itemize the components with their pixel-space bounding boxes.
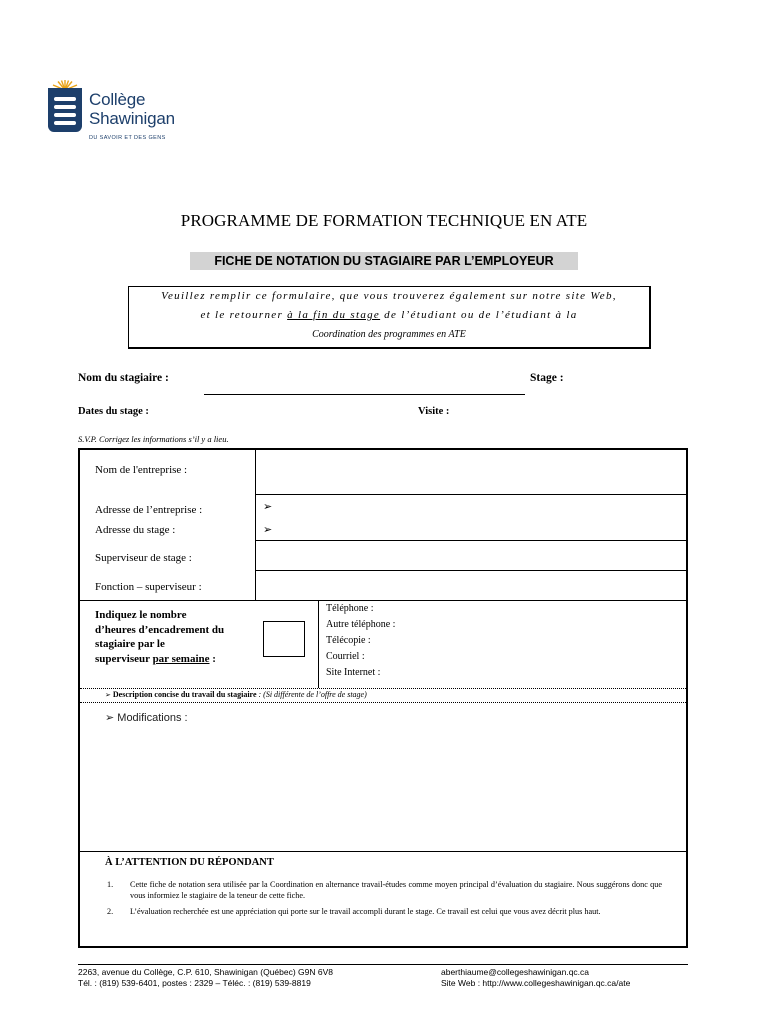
arrow-right-icon: ➢: [105, 691, 111, 699]
footer-contact: [441, 967, 630, 989]
attention-item: 2. L’évaluation recherchée est une appréciation qui porte sur le travail accompli durant le stage. Ce travail est celui que vous avez décrit plus haut.: [107, 907, 601, 916]
description-label: ➢ Description concise du travail du stagiaire : (Si différente de l’offre de stage): [105, 690, 367, 699]
attention-item: 1. Cette fiche de notation sera utilisée par la Coordination en alternance travail-études comme moyen principal d’évaluation du stagiaire. Nous suggérons donc que vous informiez le stagiaire de la teneur de cette fiche.: [107, 880, 662, 900]
superviseur-label: Superviseur de stage :: [95, 552, 192, 564]
arrow-right-icon: ➢: [263, 523, 273, 536]
attention-title: À L’ATTENTION DU RÉPONDANT: [105, 857, 274, 868]
courriel-label: Courriel :: [326, 651, 365, 662]
page-subtitle: FICHE DE NOTATION DU STAGIAIRE PAR L’EMPLOYEUR: [190, 252, 578, 270]
modifications-textarea[interactable]: [82, 728, 684, 848]
instructions-line1: Veuillez remplir ce formulaire, que vous trouverez également sur notre site Web,: [161, 290, 617, 302]
telecopie-label: Télécopie :: [326, 635, 371, 646]
logo-name: Collège Shawinigan: [89, 90, 175, 128]
hours-input[interactable]: [263, 621, 305, 657]
footer-divider: [78, 964, 688, 965]
adresse-entreprise-input[interactable]: [278, 497, 686, 517]
arrow-right-icon: ➢: [263, 500, 273, 513]
adresse-entreprise-label: Adresse de l’entreprise :: [95, 504, 203, 516]
instructions-line3: Coordination des programmes en ATE: [312, 329, 466, 340]
hours-instruction: Indiquez le nombre d’heures d’encadrement du stagiaire par le superviseur par semaine :: [95, 609, 225, 665]
fonction-input[interactable]: [256, 573, 686, 598]
modifications-label: ➢ Modifications :: [105, 711, 188, 724]
telephone-label: Téléphone :: [326, 603, 374, 614]
adresse-stage-input[interactable]: [278, 519, 686, 539]
footer-email[interactable]: aberthiaume@collegeshawinigan.qc.ca: [441, 967, 590, 977]
autre-telephone-label: Autre téléphone :: [326, 619, 396, 630]
nom-entreprise-input[interactable]: [256, 450, 686, 492]
footer-address: 2263, avenue du Collège, C.P. 610, Shawinigan (Québec) G9N 6V8 Tél. : (819) 539-6401, postes : 2329 – Téléc. : (819) 539-8819: [78, 967, 334, 988]
page-title: PROGRAMME DE FORMATION TECHNIQUE EN ATE: [180, 211, 588, 230]
adresse-stage-label: Adresse du stage :: [95, 524, 176, 536]
arrow-right-icon: ➢: [105, 711, 115, 724]
superviseur-input[interactable]: [256, 543, 686, 569]
attention-list: [100, 879, 662, 917]
instructions-box: [128, 286, 651, 349]
college-logo: [48, 80, 198, 150]
dates-stage-label: Dates du stage :: [78, 406, 149, 417]
stage-label: Stage :: [530, 372, 564, 384]
fonction-label: Fonction – superviseur :: [95, 581, 202, 593]
correction-note: S.V.P. Corrigez les informations s’il y a lieu.: [78, 434, 229, 444]
contact-block: [326, 601, 395, 681]
logo-tagline: DU SAVOIR ET DES GENS: [89, 135, 166, 141]
shield-icon: [48, 88, 82, 132]
visite-label: Visite :: [418, 406, 450, 417]
nom-stagiaire-label: Nom du stagiaire :: [78, 372, 169, 384]
site-internet-label: Site Internet :: [326, 667, 381, 678]
footer-website[interactable]: Site Web : http://www.collegeshawinigan.qc.ca/ate: [441, 978, 631, 988]
nom-entreprise-label: Nom de l'entreprise :: [95, 464, 188, 476]
nom-stagiaire-line[interactable]: [204, 394, 525, 395]
instructions-line2: et le retourner à la fin du stage de l’étudiant ou de l’étudiant à la: [200, 309, 578, 321]
